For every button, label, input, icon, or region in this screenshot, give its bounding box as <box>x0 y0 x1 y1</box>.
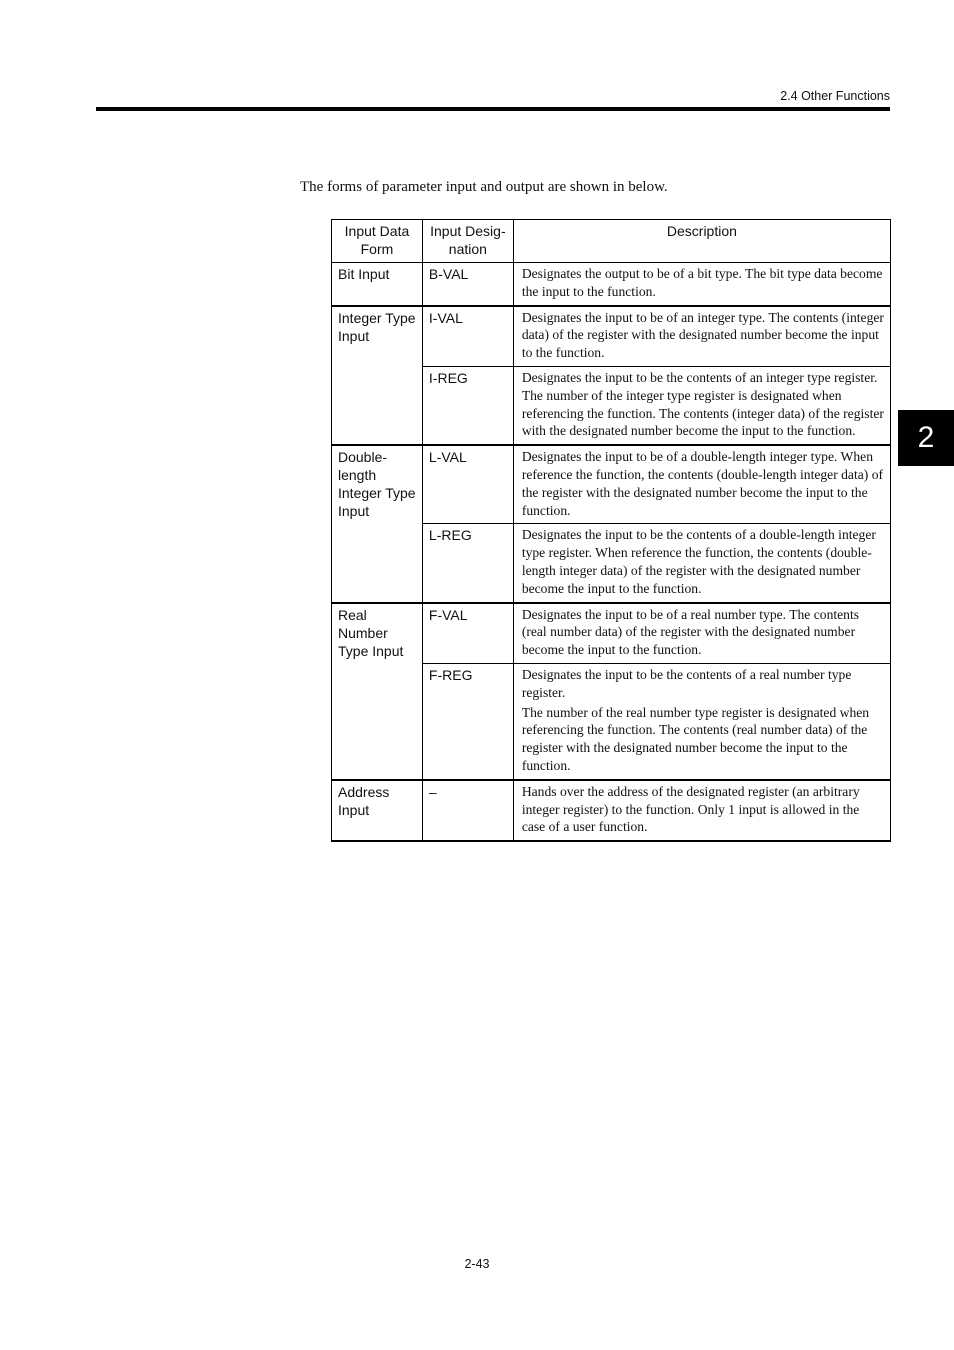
input-designation-cell: L-REG <box>422 524 513 603</box>
chapter-tab: 2 <box>898 410 954 466</box>
description-cell <box>513 306 890 367</box>
parameter-forms-table <box>331 219 891 842</box>
input-designation-cell: B-VAL <box>422 263 513 306</box>
description-cell <box>513 663 890 779</box>
description-cell <box>513 780 890 841</box>
input-data-form-cell: Address Input <box>332 780 423 841</box>
description-paragraph: Designates the input to be of a real number type. The contents (real number data) of the register with the designated number become the input to the function. <box>521 606 860 658</box>
input-data-form-cell: Double-length Integer Type Input <box>332 445 423 602</box>
input-data-form-cell: Real Number Type Input <box>332 603 423 780</box>
description-paragraph: Designates the output to be of a bit type. The bit type data become the input to the function. <box>521 266 883 299</box>
table-row <box>332 263 891 306</box>
description-cell <box>513 263 890 306</box>
running-header: 2.4 Other Functions <box>780 89 890 103</box>
table-row <box>332 603 891 664</box>
description-paragraph: Designates the input to be the contents of a double-length integer type register. When reference the function, the contents (double-length integer data) of the register with the designated number become the input to the function. <box>521 527 876 596</box>
input-designation-cell: I-REG <box>422 366 513 445</box>
input-designation-cell: F-VAL <box>422 603 513 664</box>
description-cell <box>513 524 890 603</box>
intro-paragraph: The forms of parameter input and output are shown in below. <box>300 179 668 195</box>
description-cell <box>513 603 890 664</box>
page-number: 2-43 <box>464 1257 490 1271</box>
header-rule <box>96 107 890 111</box>
header-description: Description <box>513 220 890 263</box>
description-cell <box>513 366 890 445</box>
table-row <box>332 445 891 524</box>
table-row <box>332 780 891 841</box>
header-input-data-form: Input Data Form <box>332 220 423 263</box>
input-designation-cell: – <box>422 780 513 841</box>
table-body <box>332 263 891 842</box>
description-paragraph: Designates the input to be the contents of an integer type register. The number of the integer type register is designated when referencing the function. The contents (integer data) of the register with the designated number become the input to the function. <box>521 369 884 439</box>
table-row <box>332 306 891 367</box>
header-input-designation: Input Desig-nation <box>422 220 513 263</box>
description-paragraph: Designates the input to be of a double-length integer type. When reference the function, the contents (double-length integer data) of the register with the designated number become the input to the function. <box>521 449 884 518</box>
table-header-row <box>332 220 891 263</box>
description-paragraph: Designates the input to be of an integer type. The contents (integer data) of the register with the designated number become the input to the function. <box>521 309 884 361</box>
description-paragraph: The number of the real number type register is designated when referencing the function. The contents (real number data) of the register with the designated number become the input to the function. <box>521 704 870 773</box>
description-cell <box>513 445 890 524</box>
description-paragraph: Designates the input to be the contents of a real number type register. <box>521 666 852 700</box>
input-data-form-cell: Bit Input <box>332 263 423 306</box>
input-designation-cell: L-VAL <box>422 445 513 524</box>
input-designation-cell: F-REG <box>422 663 513 779</box>
description-paragraph: Hands over the address of the designated register (an arbitrary integer register) to the function. Only 1 input is allowed in the case of a user function. <box>521 783 860 835</box>
input-data-form-cell: Integer Type Input <box>332 306 423 446</box>
input-designation-cell: I-VAL <box>422 306 513 367</box>
